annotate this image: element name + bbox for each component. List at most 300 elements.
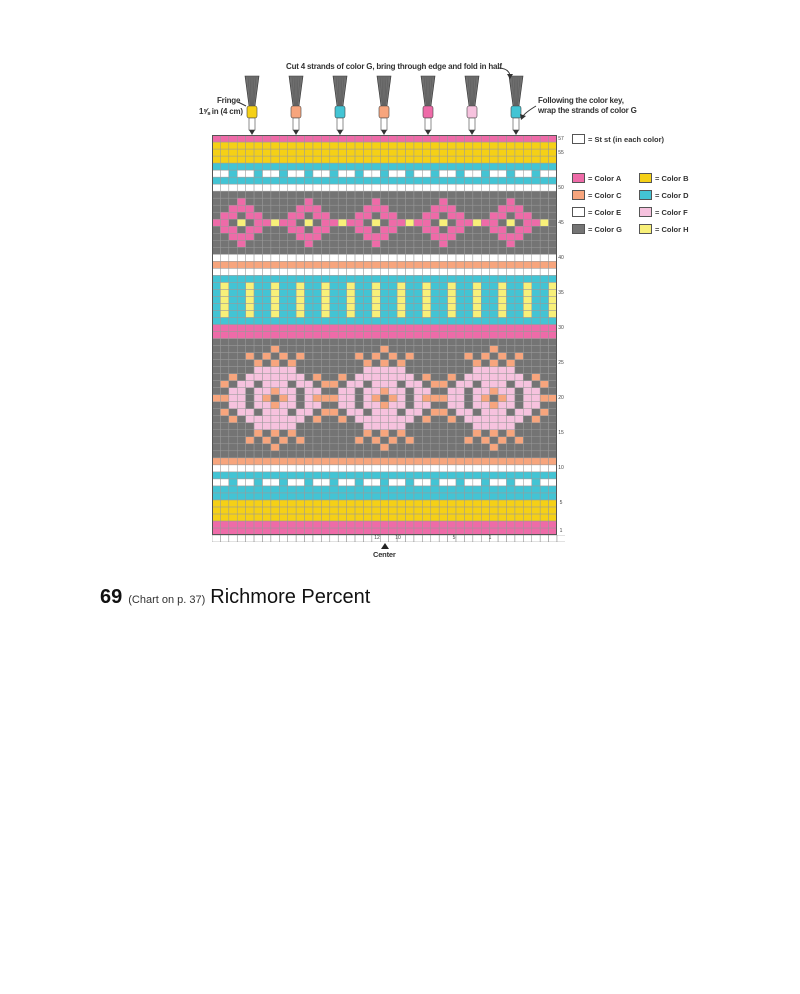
chart-cell (321, 430, 329, 437)
chart-cell (439, 226, 447, 233)
chart-cell (439, 219, 447, 226)
chart-cell (355, 388, 363, 395)
chart-cell (456, 528, 464, 535)
chart-cell (414, 191, 422, 198)
chart-cell (464, 219, 472, 226)
chart-cell (498, 247, 506, 254)
chart-cell (448, 374, 456, 381)
chart-cell (464, 177, 472, 184)
chart-cell (271, 346, 279, 353)
chart-cell (532, 212, 540, 219)
chart-cell (448, 381, 456, 388)
chart-cell (237, 416, 245, 423)
fringe-illustration (0, 0, 800, 150)
chart-cell (406, 310, 414, 317)
chart-cell (481, 261, 489, 268)
chart-cell (498, 514, 506, 521)
chart-cell (321, 275, 329, 282)
chart-cell (288, 212, 296, 219)
chart-cell (456, 303, 464, 310)
chart-cell (355, 261, 363, 268)
chart-cell (473, 395, 481, 402)
chart-cell (279, 324, 287, 331)
chart-cell (406, 395, 414, 402)
chart-cell (523, 331, 531, 338)
chart-cell (431, 346, 439, 353)
chart-cell (406, 317, 414, 324)
chart-cell (355, 437, 363, 444)
chart-cell (498, 381, 506, 388)
chart-cell (246, 149, 254, 156)
chart-cell (473, 500, 481, 507)
chart-cell (490, 135, 498, 142)
chart-cell (296, 458, 304, 465)
chart-cell (532, 437, 540, 444)
chart-cell (220, 521, 228, 528)
chart-cell (313, 324, 321, 331)
chart-cell (338, 409, 346, 416)
chart-cell (456, 493, 464, 500)
chart-cell (448, 486, 456, 493)
strip-cell (279, 535, 287, 542)
chart-cell (422, 254, 430, 261)
chart-cell (515, 142, 523, 149)
chart-cell (262, 395, 270, 402)
chart-cell (473, 486, 481, 493)
chart-cell (246, 184, 254, 191)
chart-cell (498, 409, 506, 416)
chart-cell (507, 240, 515, 247)
chart-cell (473, 268, 481, 275)
chart-cell (515, 317, 523, 324)
strip-cell (305, 535, 313, 542)
chart-cell (397, 444, 405, 451)
chart-cell (448, 191, 456, 198)
chart-cell (414, 296, 422, 303)
chart-cell (389, 528, 397, 535)
chart-cell (262, 451, 270, 458)
chart-cell (229, 317, 237, 324)
chart-cell (448, 149, 456, 156)
chart-cell (490, 247, 498, 254)
chart-cell (237, 388, 245, 395)
chart-cell (363, 254, 371, 261)
chart-cell (414, 142, 422, 149)
chart-cell (397, 177, 405, 184)
chart-cell (313, 430, 321, 437)
chart-cell (372, 423, 380, 430)
chart-cell (246, 310, 254, 317)
chart-cell (237, 409, 245, 416)
chart-cell (220, 444, 228, 451)
chart-cell (498, 163, 506, 170)
chart-cell (515, 381, 523, 388)
chart-cell (279, 353, 287, 360)
chart-cell (347, 135, 355, 142)
chart-cell (363, 507, 371, 514)
chart-cell (389, 479, 397, 486)
chart-cell (271, 395, 279, 402)
chart-cell (372, 261, 380, 268)
chart-cell (372, 374, 380, 381)
chart-cell (422, 521, 430, 528)
chart-cell (288, 219, 296, 226)
chart-cell (481, 353, 489, 360)
strip-cell (330, 535, 338, 542)
chart-cell (220, 275, 228, 282)
chart-cell (220, 360, 228, 367)
chart-cell (397, 451, 405, 458)
chart-cell (532, 324, 540, 331)
chart-cell (229, 310, 237, 317)
chart-cell (355, 254, 363, 261)
chart-cell (372, 226, 380, 233)
chart-cell (473, 247, 481, 254)
chart-cell (523, 472, 531, 479)
chart-cell (279, 409, 287, 416)
chart-cell (431, 212, 439, 219)
chart-cell (254, 261, 262, 268)
chart-cell (254, 205, 262, 212)
row-label: 15 (558, 430, 564, 437)
chart-cell (246, 430, 254, 437)
chart-cell (271, 514, 279, 521)
colorwork-chart (212, 135, 557, 535)
chart-cell (363, 296, 371, 303)
chart-cell (338, 303, 346, 310)
chart-cell (313, 212, 321, 219)
chart-cell (448, 156, 456, 163)
chart-cell (321, 458, 329, 465)
chart-cell (549, 451, 557, 458)
fringe-tassel (509, 76, 523, 135)
chart-cell (313, 170, 321, 177)
chart-cell (439, 472, 447, 479)
chart-cell (279, 205, 287, 212)
chart-cell (330, 465, 338, 472)
chart-cell (490, 402, 498, 409)
chart-cell (220, 156, 228, 163)
chart-cell (372, 402, 380, 409)
chart-cell (229, 458, 237, 465)
chart-cell (338, 528, 346, 535)
chart-cell (540, 395, 548, 402)
chart-cell (363, 135, 371, 142)
chart-cell (380, 198, 388, 205)
chart-cell (372, 514, 380, 521)
chart-cell (540, 500, 548, 507)
chart-cell (288, 360, 296, 367)
chart-cell (507, 296, 515, 303)
chart-cell (321, 374, 329, 381)
chart-cell (490, 479, 498, 486)
chart-cell (490, 142, 498, 149)
chart-cell (338, 339, 346, 346)
chart-cell (397, 479, 405, 486)
chart-cell (507, 254, 515, 261)
chart-cell (363, 339, 371, 346)
chart-cell (439, 191, 447, 198)
chart-cell (212, 374, 220, 381)
chart-cell (481, 521, 489, 528)
chart-cell (321, 205, 329, 212)
chart-cell (254, 142, 262, 149)
chart-cell (448, 353, 456, 360)
chart-cell (212, 500, 220, 507)
chart-cell (330, 296, 338, 303)
chart-cell (523, 268, 531, 275)
chart-cell (523, 437, 531, 444)
chart-cell (229, 247, 237, 254)
chart-cell (456, 339, 464, 346)
chart-cell (532, 219, 540, 226)
chart-cell (363, 395, 371, 402)
chart-cell (498, 254, 506, 261)
chart-cell (549, 226, 557, 233)
chart-cell (439, 500, 447, 507)
chart-cell (473, 430, 481, 437)
chart-cell (490, 156, 498, 163)
chart-cell (406, 205, 414, 212)
chart-cell (540, 528, 548, 535)
chart-cell (523, 493, 531, 500)
chart-cell (330, 275, 338, 282)
chart-cell (422, 184, 430, 191)
chart-cell (338, 324, 346, 331)
chart-cell (448, 430, 456, 437)
chart-cell (532, 331, 540, 338)
chart-cell (380, 247, 388, 254)
chart-cell (406, 282, 414, 289)
chart-cell (389, 149, 397, 156)
chart-cell (406, 409, 414, 416)
legend-item: = Color F (639, 207, 688, 217)
chart-cell (330, 268, 338, 275)
chart-cell (380, 514, 388, 521)
chart-cell (229, 205, 237, 212)
chart-cell (448, 458, 456, 465)
chart-cell (212, 296, 220, 303)
chart-cell (498, 472, 506, 479)
chart-cell (220, 261, 228, 268)
chart-cell (355, 381, 363, 388)
chart-cell (271, 409, 279, 416)
chart-cell (473, 282, 481, 289)
chart-cell (313, 381, 321, 388)
chart-cell (439, 275, 447, 282)
chart-cell (414, 458, 422, 465)
chart-cell (523, 296, 531, 303)
chart-cell (473, 409, 481, 416)
chart-cell (406, 324, 414, 331)
chart-cell (212, 240, 220, 247)
chart-cell (296, 430, 304, 437)
chart-cell (313, 353, 321, 360)
chart-cell (279, 254, 287, 261)
chart-cell (330, 402, 338, 409)
chart-cell (389, 282, 397, 289)
chart-cell (271, 479, 279, 486)
chart-cell (414, 409, 422, 416)
chart-cell (507, 339, 515, 346)
chart-cell (288, 156, 296, 163)
chart-cell (490, 493, 498, 500)
chart-cell (347, 212, 355, 219)
chart-cell (464, 317, 472, 324)
chart-cell (523, 521, 531, 528)
chart-cell (347, 486, 355, 493)
chart-cell (363, 310, 371, 317)
chart-cell (549, 416, 557, 423)
chart-cell (473, 493, 481, 500)
chart-cell (422, 381, 430, 388)
chart-cell (456, 507, 464, 514)
chart-cell (237, 479, 245, 486)
chart-cell (254, 170, 262, 177)
chart-cell (363, 465, 371, 472)
chart-cell (397, 331, 405, 338)
chart-cell (431, 479, 439, 486)
chart-cell (246, 367, 254, 374)
chart-cell (220, 296, 228, 303)
chart-cell (229, 198, 237, 205)
chart-cell (229, 289, 237, 296)
chart-cell (464, 528, 472, 535)
fringe-size: 1⅝ in (4 cm) (199, 107, 243, 116)
chart-cell (321, 240, 329, 247)
chart-cell (338, 521, 346, 528)
chart-cell (372, 282, 380, 289)
chart-cell (414, 282, 422, 289)
chart-cell (296, 226, 304, 233)
chart-cell (254, 303, 262, 310)
chart-cell (237, 458, 245, 465)
chart-cell (372, 247, 380, 254)
chart-cell (212, 416, 220, 423)
chart-cell (296, 409, 304, 416)
chart-cell (523, 395, 531, 402)
chart-cell (464, 289, 472, 296)
chart-cell (305, 388, 313, 395)
chart-cell (321, 423, 329, 430)
chart-cell (321, 416, 329, 423)
chart-cell (540, 240, 548, 247)
chart-cell (414, 254, 422, 261)
chart-cell (246, 135, 254, 142)
chart-cell (439, 402, 447, 409)
chart-cell (540, 324, 548, 331)
chart-cell (262, 346, 270, 353)
chart-cell (439, 521, 447, 528)
chart-cell (363, 374, 371, 381)
chart-cell (540, 317, 548, 324)
chart-cell (237, 324, 245, 331)
chart-cell (330, 198, 338, 205)
chart-cell (279, 310, 287, 317)
chart-cell (507, 233, 515, 240)
chart-cell (305, 317, 313, 324)
chart-cell (372, 219, 380, 226)
chart-cell (330, 353, 338, 360)
chart-cell (481, 184, 489, 191)
legend-stst: = St st (in each color) (572, 134, 664, 144)
chart-cell (456, 233, 464, 240)
chart-cell (296, 493, 304, 500)
chart-cell (523, 444, 531, 451)
chart-cell (330, 310, 338, 317)
chart-cell (372, 156, 380, 163)
chart-cell (532, 381, 540, 388)
row-label: 10 (558, 465, 564, 472)
chart-cell (279, 339, 287, 346)
chart-cell (464, 212, 472, 219)
chart-cell (330, 156, 338, 163)
chart-cell (254, 437, 262, 444)
strip-cell (523, 535, 531, 542)
chart-cell (220, 479, 228, 486)
chart-cell (422, 282, 430, 289)
chart-cell (254, 346, 262, 353)
chart-cell (431, 423, 439, 430)
chart-cell (515, 212, 523, 219)
chart-cell (347, 339, 355, 346)
chart-cell (523, 430, 531, 437)
chart-cell (237, 296, 245, 303)
chart-cell (237, 149, 245, 156)
chart-cell (305, 493, 313, 500)
chart-cell (288, 282, 296, 289)
chart-cell (397, 339, 405, 346)
chart-cell (330, 521, 338, 528)
chart-cell (406, 521, 414, 528)
chart-cell (321, 212, 329, 219)
chart-cell (397, 163, 405, 170)
chart-cell (279, 493, 287, 500)
chart-cell (439, 261, 447, 268)
chart-cell (363, 261, 371, 268)
chart-cell (464, 191, 472, 198)
chart-cell (549, 339, 557, 346)
chart-cell (498, 310, 506, 317)
chart-cell (540, 310, 548, 317)
chart-cell (549, 268, 557, 275)
wrap-arrow (523, 106, 536, 116)
chart-cell (347, 163, 355, 170)
chart-cell (321, 500, 329, 507)
chart-cell (355, 219, 363, 226)
chart-cell (406, 346, 414, 353)
chart-cell (414, 514, 422, 521)
chart-cell (523, 233, 531, 240)
chart-cell (448, 465, 456, 472)
chart-cell (490, 346, 498, 353)
chart-cell (549, 177, 557, 184)
chart-cell (456, 409, 464, 416)
chart-cell (288, 247, 296, 254)
chart-cell (397, 240, 405, 247)
chart-cell (397, 324, 405, 331)
chart-cell (456, 486, 464, 493)
chart-cell (330, 254, 338, 261)
chart-cell (507, 430, 515, 437)
chart-cell (262, 282, 270, 289)
chart-cell (271, 388, 279, 395)
chart-cell (439, 296, 447, 303)
chart-cell (372, 142, 380, 149)
chart-cell (532, 191, 540, 198)
chart-cell (220, 268, 228, 275)
chart-cell (212, 479, 220, 486)
